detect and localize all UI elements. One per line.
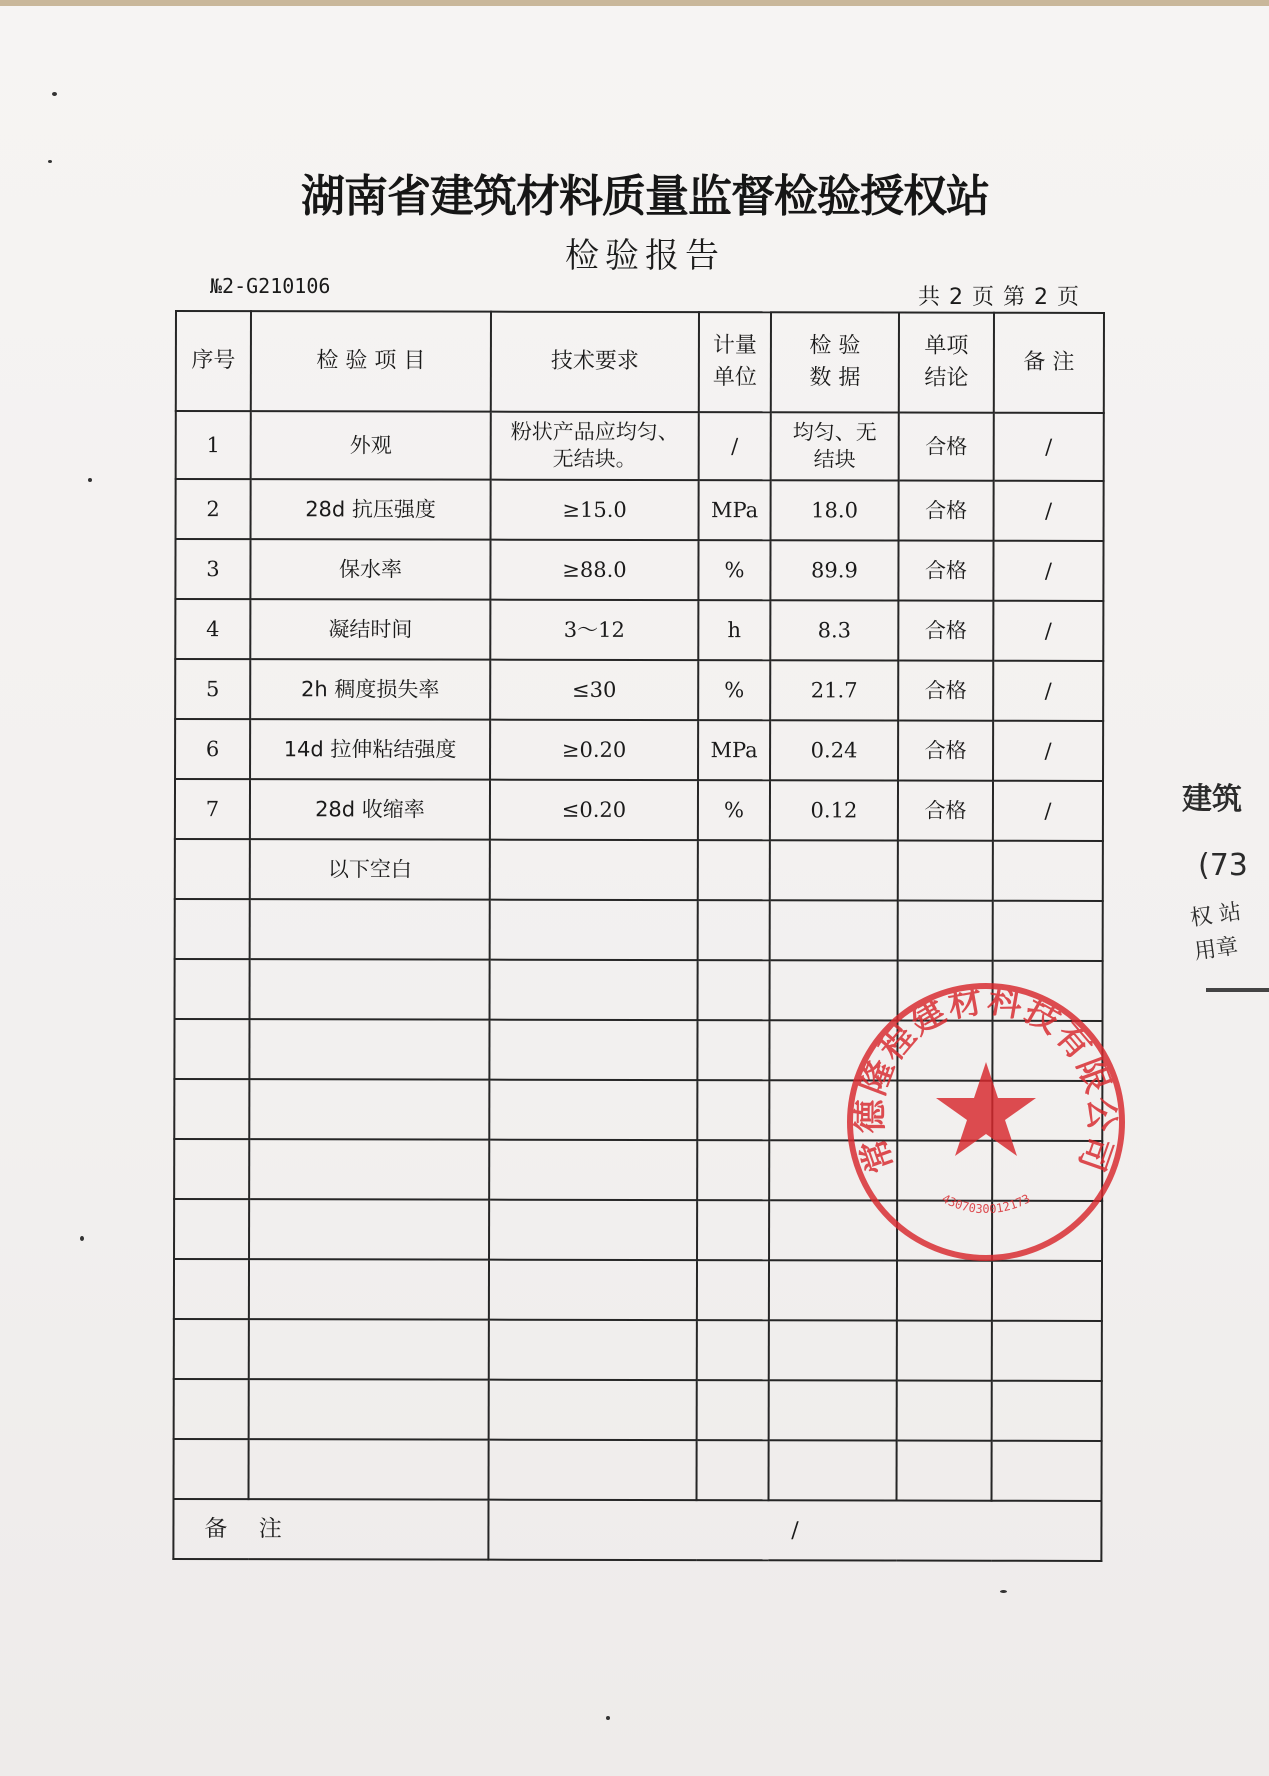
table-footer-row: [173, 1499, 1101, 1561]
cell-empty: [992, 1261, 1102, 1321]
cell-empty: [249, 1259, 489, 1320]
cell-empty: [897, 1381, 992, 1441]
cell-empty: [174, 1439, 249, 1499]
blank-note: 以下空白: [250, 839, 490, 900]
cell-empty: [698, 840, 770, 900]
cell-empty: [250, 959, 490, 1020]
cell-data-line2: 结块: [813, 447, 856, 472]
paper-speck: [48, 160, 52, 163]
paper-speck: [80, 1236, 84, 1241]
cell-empty: [249, 1199, 489, 1260]
table-row-empty: [174, 1439, 1102, 1501]
cell-remark: /: [994, 413, 1104, 481]
cell-data: [771, 412, 899, 480]
cell-data-line1: 均匀、无: [792, 420, 877, 445]
cell-remark: /: [993, 661, 1103, 721]
cell-conclusion: 合格: [898, 721, 993, 781]
cell-empty: [770, 840, 898, 900]
cell-empty: [250, 899, 490, 960]
cell-empty: [489, 1200, 697, 1260]
cell-requirement: ≥88.0: [490, 540, 698, 600]
header-requirement: 技术要求: [491, 312, 699, 412]
cell-empty: [249, 1019, 489, 1080]
cell-empty: [174, 1379, 249, 1439]
table-row-empty: [174, 1319, 1102, 1381]
cell-empty: [175, 839, 250, 899]
cell-empty: [174, 1019, 249, 1079]
table-row: [175, 779, 1103, 841]
cell-item: 2h 稠度损失率: [250, 659, 490, 720]
cell-unit: h: [698, 600, 770, 660]
cell-conclusion: 合格: [898, 781, 993, 841]
cell-empty: [489, 1080, 697, 1140]
cell-item: 28d 抗压强度: [251, 479, 491, 540]
side-stamp-line2: (73: [1198, 848, 1248, 883]
cell-empty: [249, 1319, 489, 1380]
cell-unit: MPa: [698, 720, 770, 780]
cell-empty: [770, 900, 898, 960]
cell-empty: [993, 901, 1103, 961]
cell-empty: [490, 900, 698, 960]
cell-empty: [993, 841, 1103, 901]
header-unit: [699, 312, 771, 412]
table-row: [175, 539, 1103, 601]
header-data-line2: 数 据: [809, 365, 861, 391]
cell-empty: [769, 1260, 897, 1320]
side-stamp-bar: [1206, 988, 1269, 992]
header-conclusion-line2: 结论: [924, 365, 969, 391]
cell-seq: 4: [175, 599, 250, 659]
cell-empty: [897, 1441, 992, 1501]
header-data: [771, 312, 899, 412]
cell-requirement: [491, 412, 699, 480]
cell-unit: %: [698, 540, 770, 600]
table-row-empty: [174, 1379, 1102, 1441]
cell-conclusion: 合格: [899, 481, 994, 541]
cell-empty: [174, 1319, 249, 1379]
table-row-empty: [175, 899, 1103, 961]
cell-seq: 6: [175, 719, 250, 779]
cell-remark: /: [994, 481, 1104, 541]
cell-seq: 1: [176, 411, 251, 479]
page-indicator: 共 2 页 第 2 页: [918, 285, 1080, 310]
paper-top-edge: [0, 0, 1269, 6]
cell-seq: 3: [175, 539, 250, 599]
footer-label-cell: [173, 1499, 488, 1560]
seal-star-icon: [936, 1062, 1036, 1156]
header-seq: 序号: [176, 311, 251, 411]
cell-data: 0.24: [770, 720, 898, 780]
cell-conclusion: 合格: [898, 601, 993, 661]
cell-empty: [249, 1139, 489, 1200]
paper-speck: [52, 92, 57, 96]
cell-conclusion: 合格: [899, 413, 994, 481]
cell-empty: [697, 1320, 769, 1380]
header-conclusion-line1: 单项: [924, 333, 969, 359]
cell-seq: 2: [176, 479, 251, 539]
cell-remark: /: [993, 541, 1103, 601]
cell-empty: [489, 1440, 697, 1500]
cell-remark: /: [993, 781, 1103, 841]
side-stamp-line1: 建筑: [1182, 782, 1242, 817]
paper-speck: [88, 478, 92, 482]
header-unit-line1: 计量: [712, 333, 757, 359]
footer-label: 备 注: [204, 1515, 294, 1542]
seal-code-text: [940, 1191, 1033, 1216]
cell-conclusion: 合格: [898, 661, 993, 721]
cell-empty: [249, 1439, 489, 1500]
paper-speck: [606, 1716, 610, 1720]
cell-empty: [697, 1200, 769, 1260]
cell-unit: /: [699, 412, 771, 480]
table-row-empty: [174, 1259, 1102, 1321]
cell-empty: [697, 1080, 769, 1140]
cell-seq: 7: [175, 779, 250, 839]
company-seal-stamp: [840, 976, 1132, 1268]
seal-code-textpath: 4307030012173: [939, 1191, 1033, 1217]
cell-requirement: ≥0.20: [490, 720, 698, 780]
report-number: №2-G210106: [210, 274, 331, 298]
table-row: [175, 719, 1103, 781]
cell-empty: [174, 1139, 249, 1199]
cell-empty: [174, 1199, 249, 1259]
cell-empty: [490, 840, 698, 900]
cell-empty: [489, 1320, 697, 1380]
cell-empty: [489, 1020, 697, 1080]
cell-empty: [897, 1321, 992, 1381]
cell-item: 保水率: [250, 539, 490, 600]
paper-speck: [1000, 1590, 1007, 1593]
table-row-blank-note: [175, 839, 1103, 901]
cell-empty: [697, 1260, 769, 1320]
seal-ring-textpath: 常德隆程建材科技有限公司: [850, 980, 1122, 1179]
cell-empty: [249, 1079, 489, 1140]
table-row: [176, 479, 1104, 541]
cell-item: 14d 拉伸粘结强度: [250, 719, 490, 780]
cell-empty: [174, 1259, 249, 1319]
cell-data: 0.12: [770, 780, 898, 840]
footer-value: /: [488, 1500, 1101, 1561]
cell-item: 凝结时间: [250, 599, 490, 660]
cell-empty: [697, 1380, 769, 1440]
cell-remark: /: [993, 601, 1103, 661]
cell-unit: MPa: [699, 480, 771, 540]
header-conclusion: [899, 313, 994, 413]
cell-empty: [697, 1440, 769, 1500]
header-remark: 备 注: [994, 313, 1104, 413]
cell-unit: %: [698, 780, 770, 840]
cell-data: 89.9: [770, 540, 898, 600]
cell-empty: [769, 1380, 897, 1440]
cell-empty: [992, 1321, 1102, 1381]
cell-empty: [769, 1440, 897, 1500]
cell-empty: [992, 1381, 1102, 1441]
inspection-table: [172, 310, 1105, 1562]
cell-empty: [698, 900, 770, 960]
cell-item: 外观: [251, 411, 491, 480]
cell-empty: [698, 960, 770, 1020]
cell-empty: [897, 1261, 992, 1321]
cell-unit: %: [698, 660, 770, 720]
side-stamp-line3: 权 站: [1188, 899, 1243, 932]
header-unit-line2: 单位: [712, 365, 757, 391]
cell-empty: [174, 1079, 249, 1139]
document-title: 湖南省建筑材料质量监督检验授权站: [301, 171, 989, 222]
cell-empty: [490, 960, 698, 1020]
cell-item: 28d 收缩率: [250, 779, 490, 840]
cell-empty: [697, 1020, 769, 1080]
cell-data: 18.0: [771, 480, 899, 540]
cell-empty: [489, 1260, 697, 1320]
cell-requirement: ≤30: [490, 660, 698, 720]
cell-empty: [769, 1320, 897, 1380]
cell-seq: 5: [175, 659, 250, 719]
cell-requirement: ≥15.0: [491, 480, 699, 540]
table-row: [176, 411, 1104, 481]
header-data-line1: 检 验: [809, 333, 861, 359]
side-partial-stamp: [1176, 760, 1269, 1000]
table-row: [175, 599, 1103, 661]
cell-requirement-line1: 粉状产品应均匀、: [510, 419, 679, 445]
table-header-row: [176, 311, 1104, 413]
cell-empty: [175, 899, 250, 959]
cell-empty: [697, 1140, 769, 1200]
document-subtitle: 检验报告: [565, 236, 725, 276]
side-stamp-line4: 用章: [1192, 934, 1240, 965]
table-row: [175, 659, 1103, 721]
cell-requirement: 3～12: [490, 600, 698, 660]
cell-empty: [489, 1140, 697, 1200]
cell-empty: [489, 1380, 697, 1440]
cell-empty: [898, 841, 993, 901]
cell-data: 8.3: [770, 600, 898, 660]
cell-empty: [992, 1441, 1102, 1501]
cell-requirement-line2: 无结块。: [552, 446, 637, 471]
cell-conclusion: 合格: [898, 541, 993, 601]
cell-empty: [175, 959, 250, 1019]
cell-empty: [898, 901, 993, 961]
cell-remark: /: [993, 721, 1103, 781]
cell-empty: [249, 1379, 489, 1440]
cell-data: 21.7: [770, 660, 898, 720]
cell-requirement: ≤0.20: [490, 780, 698, 840]
header-item: 检 验 项 目: [251, 311, 491, 412]
